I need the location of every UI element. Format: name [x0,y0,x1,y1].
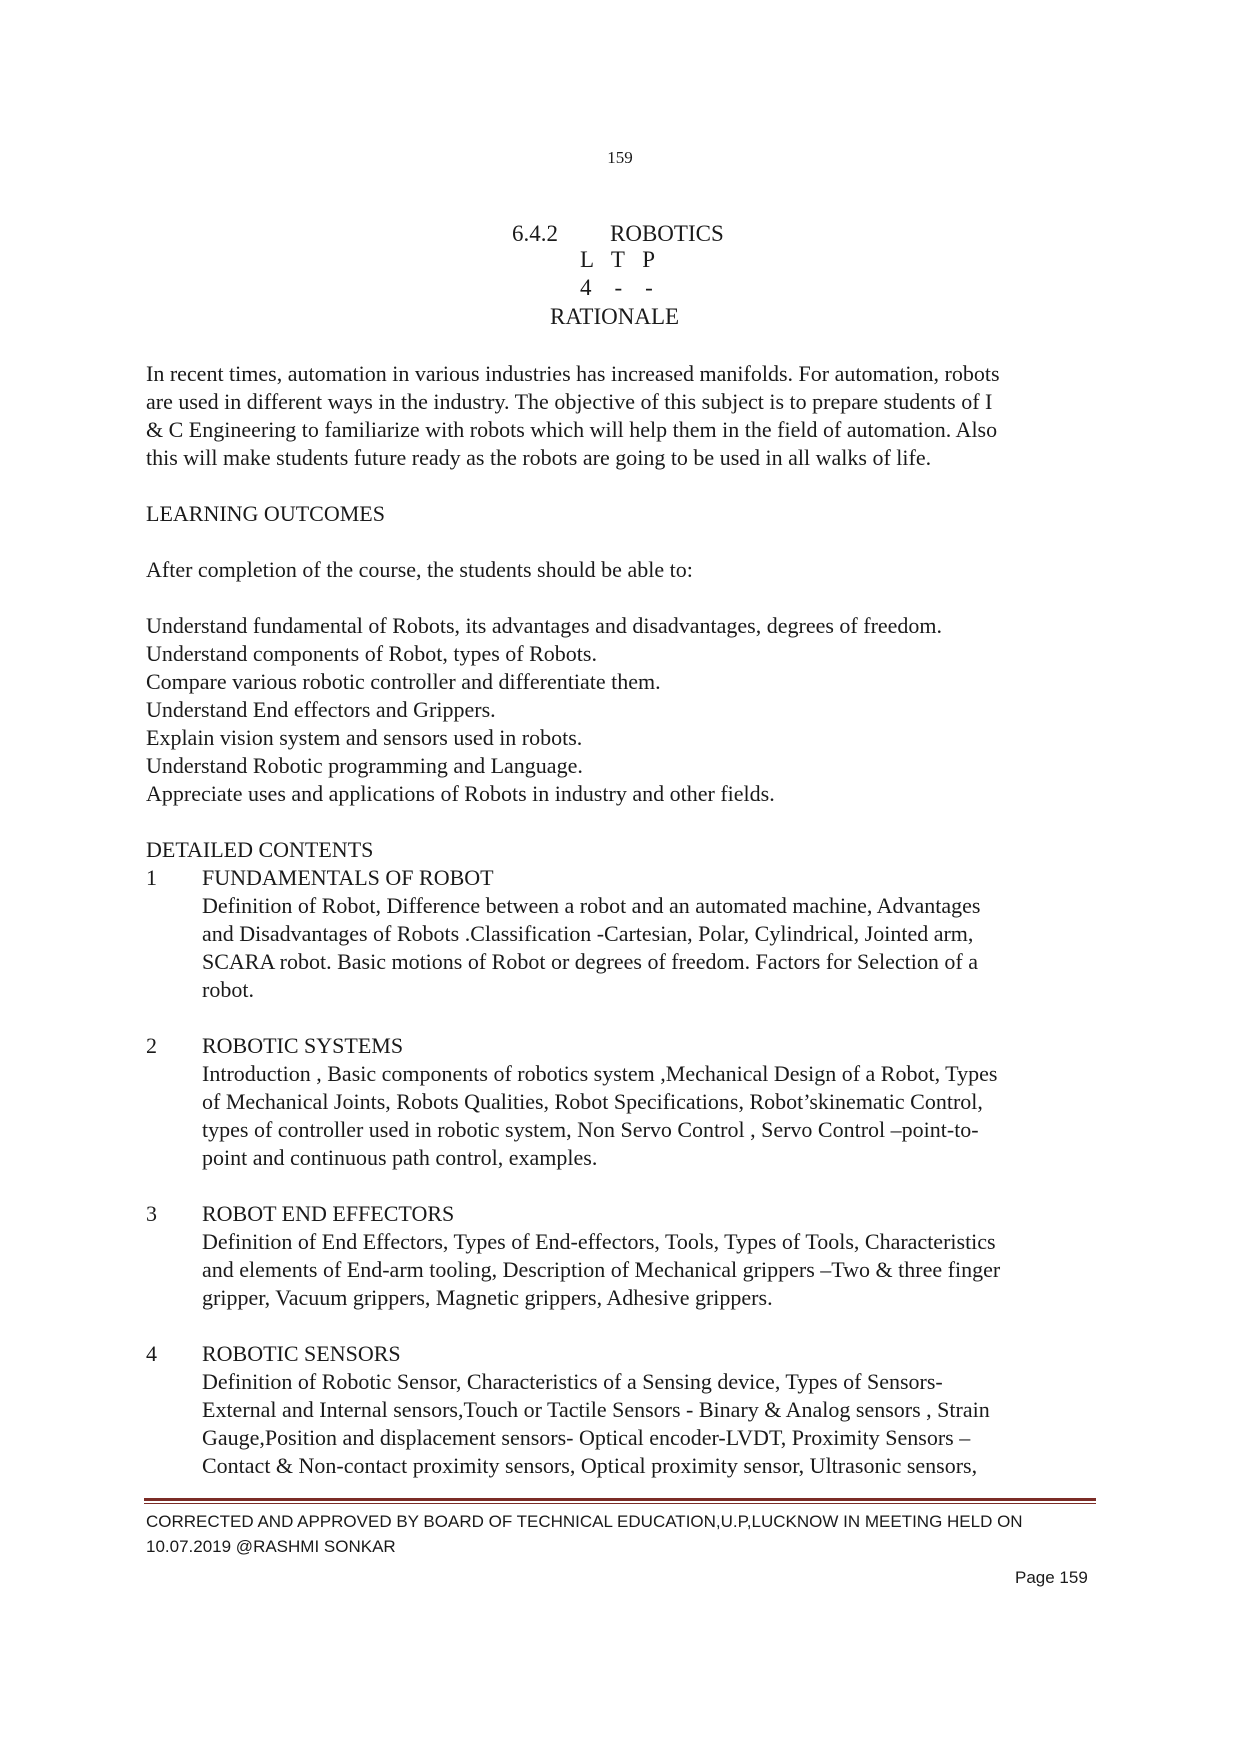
ltp-label-t: T [610,247,625,272]
unit-line: Contact & Non-contact proximity sensors, Optical proximity sensor, Ultrasonic sensors, [202,1453,978,1478]
unit-line: External and Internal sensors,Touch or Tactile Sensors - Binary & Analog sensors , Strain [202,1397,990,1422]
outcome-item: Understand End effectors and Grippers. [146,697,496,722]
ltp-labels [580,247,655,273]
unit-number: 3 [146,1201,157,1226]
footer-rule [144,1498,1096,1501]
rationale-line: In recent times, automation in various industries has increased manifolds. For automation, robots [146,361,1000,386]
section-name: ROBOTICS [610,221,724,246]
footer-page-number: Page 159 [1015,1568,1088,1587]
unit-line: of Mechanical Joints, Robots Qualities, Robot Specifications, Robot’skinematic Control, [202,1089,983,1114]
detailed-contents-heading: DETAILED CONTENTS [146,837,374,862]
unit-title: ROBOT END EFFECTORS [202,1201,455,1226]
outcome-item: Understand components of Robot, types of Robots. [146,641,597,666]
unit-line: point and continuous path control, examples. [202,1145,598,1170]
ltp-label-p: P [642,247,656,272]
unit-line: and elements of End-arm tooling, Description of Mechanical grippers –Two & three finger [202,1257,1001,1282]
ltp-label-l: L [580,247,595,272]
unit-line: Definition of Robot, Difference between a robot and an automated machine, Advantages [202,893,981,918]
unit-line: Definition of End Effectors, Types of End-effectors, Tools, Types of Tools, Characteristics [202,1229,996,1254]
outcome-item: Appreciate uses and applications of Robots in industry and other fields. [146,781,775,806]
section-title [512,221,724,247]
ltp-value-p: - [645,275,653,300]
unit-number: 1 [146,865,157,890]
ltp-values [580,275,653,301]
unit-line: types of controller used in robotic system, Non Servo Control , Servo Control –point-to- [202,1117,979,1142]
footer-date-author: 10.07.2019 @RASHMI SONKAR [146,1537,396,1556]
outcome-item: Explain vision system and sensors used in robots. [146,725,583,750]
rationale-line: & C Engineering to familiarize with robots which will help them in the field of automation. Also [146,417,998,442]
outcome-item: Understand Robotic programming and Language. [146,753,583,778]
unit-line: gripper, Vacuum grippers, Magnetic grippers, Adhesive grippers. [202,1285,773,1310]
rationale-heading: RATIONALE [550,304,680,329]
unit-line: robot. [202,977,254,1002]
unit-title: ROBOTIC SENSORS [202,1341,401,1366]
section-number: 6.4.2 [512,221,558,246]
outcome-item: Compare various robotic controller and differentiate them. [146,669,661,694]
unit-number: 4 [146,1341,157,1366]
unit-number: 2 [146,1033,157,1058]
unit-line: Gauge,Position and displacement sensors- Optical encoder-LVDT, Proximity Sensors – [202,1425,971,1450]
ltp-value-t: - [614,275,623,300]
rationale-line: this will make students future ready as the robots are going to be used in all walks of life. [146,445,932,470]
unit-line: Definition of Robotic Sensor, Characteristics of a Sensing device, Types of Sensors- [202,1369,943,1394]
learning-outcomes-heading: LEARNING OUTCOMES [146,501,385,526]
unit-line: Introduction , Basic components of robotics system ,Mechanical Design of a Robot, Types [202,1061,998,1086]
learning-outcomes-intro: After completion of the course, the students should be able to: [146,557,693,582]
unit-line: SCARA robot. Basic motions of Robot or degrees of freedom. Factors for Selection of a [202,949,978,974]
outcome-item: Understand fundamental of Robots, its advantages and disadvantages, degrees of freedom. [146,613,943,638]
footer-approval-line: CORRECTED AND APPROVED BY BOARD OF TECHNICAL EDUCATION,U.P,LUCKNOW IN MEETING HELD ON [146,1512,1023,1531]
unit-title: FUNDAMENTALS OF ROBOT [202,865,494,890]
footer-rule-thin [144,1503,1096,1504]
rationale-line: are used in different ways in the industry. The objective of this subject is to prepare students of I [146,389,993,414]
page-number-top: 159 [607,148,633,167]
ltp-value-l: 4 [580,275,592,300]
unit-line: and Disadvantages of Robots .Classification -Cartesian, Polar, Cylindrical, Jointed arm, [202,921,974,946]
unit-title: ROBOTIC SYSTEMS [202,1033,404,1058]
